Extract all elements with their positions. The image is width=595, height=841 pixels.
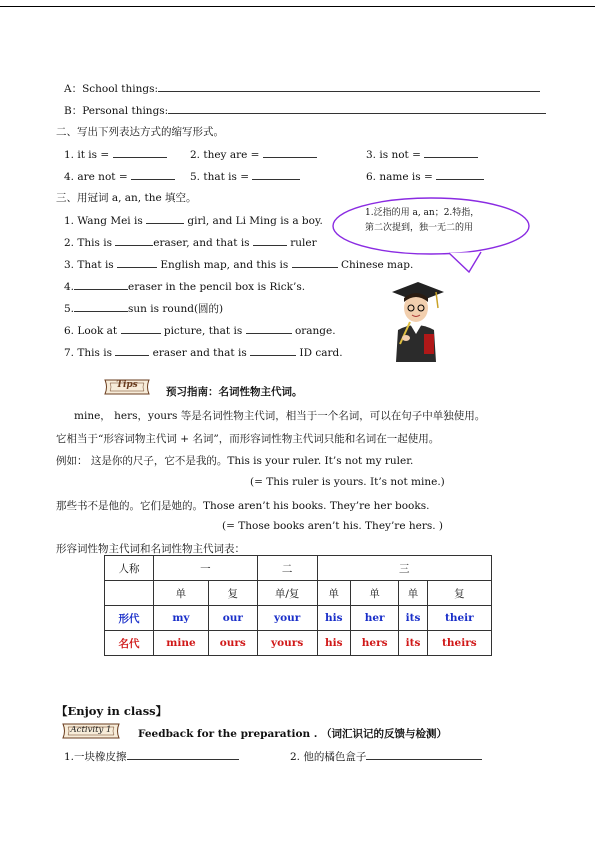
abbrev-q6-blank[interactable] [436, 169, 484, 180]
noun-pronoun-cell: its [399, 631, 427, 656]
sub-header: 单 [154, 581, 209, 606]
abbrev-q6: 6. name is = [366, 169, 484, 183]
abbrev-q2: 2. they are = [190, 147, 317, 161]
tips-paragraph-2: 它相当于“形容词物主代词 + 名词”，而形容词性物主代词只能和名词在一起使用。 [56, 433, 440, 445]
abbrev-q4: 4. are not = [64, 169, 175, 183]
noun-pronoun-cell: mine [154, 631, 209, 656]
table-row [105, 631, 492, 656]
hint-speech-bubble [331, 194, 563, 274]
activity-title: Feedback for the preparation . （词汇识记的反馈与检测） [138, 728, 448, 740]
abbrev-q3: 3. is not = [366, 147, 478, 161]
graduate-icon [386, 278, 446, 362]
adj-pronoun-cell: your [257, 606, 317, 631]
noun-pronoun-cell: his [317, 631, 350, 656]
header-third-person: 三 [317, 556, 491, 581]
translate-item-1: 1.一块橡皮擦 [64, 749, 239, 764]
noun-pronoun-cell: hers [351, 631, 399, 656]
article-s7: 7. This is eraser and that is ID card. [64, 347, 343, 359]
tips-title: 预习指南：名词性物主代词。 [166, 386, 303, 398]
article-s2-blank2[interactable] [253, 235, 287, 246]
adj-pronoun-cell: its [399, 606, 427, 631]
sub-header: 复 [427, 581, 491, 606]
personal-things-blank[interactable] [168, 103, 546, 114]
noun-pronoun-cell: theirs [427, 631, 491, 656]
header-person: 人称 [105, 556, 154, 581]
adj-pronoun-cell: our [208, 606, 257, 631]
translate-item-2-blank[interactable] [366, 749, 482, 760]
blank-cell [105, 581, 154, 606]
article-s4: 4. eraser in the pencil box is Rick’s. [64, 281, 306, 293]
adj-pronoun-cell: his [317, 606, 350, 631]
school-things-line: A：School things: [64, 81, 540, 96]
adj-pronoun-cell: their [427, 606, 491, 631]
adj-pronoun-cell: my [154, 606, 209, 631]
table-row [105, 606, 492, 631]
graduate-student-image [386, 278, 446, 362]
abbrev-q3-blank[interactable] [424, 147, 478, 158]
article-s4-blank[interactable] [74, 279, 128, 290]
article-s1: 1. Wang Mei is girl, and Li Ming is a boy. [64, 215, 323, 227]
translate-item-2: 2. 他的橘色盒子 [290, 749, 482, 764]
tips-example-1: 例如： 这是你的尺子，它不是我的。This is your ruler. It’s not my ruler. [56, 455, 414, 467]
article-s5-blank[interactable] [74, 301, 128, 312]
activity-badge [60, 722, 122, 740]
article-s1-blank[interactable] [146, 213, 184, 224]
tips-badge-label: Tips [116, 380, 138, 390]
article-s3-blank1[interactable] [117, 257, 157, 268]
enjoy-heading: 【Enjoy in class】 [56, 704, 168, 718]
header-second-person: 二 [257, 556, 317, 581]
table-row [105, 581, 492, 606]
abbrev-q4-blank[interactable] [131, 169, 175, 180]
table-caption: 形容词性物主代词和名词性物主代词表： [56, 543, 245, 555]
tips-paragraph-1: mine， hers，yours 等是名词性物主代词，相当于一个名词，可以在句子中单独使用。 [74, 410, 486, 422]
section-3-heading: 三、用冠词 a, an, the 填空。 [56, 192, 197, 204]
tips-example-2-equiv: (= Those books aren’t his. They’re hers. ) [222, 520, 444, 532]
article-s6: 6. Look at picture, that is orange. [64, 325, 336, 337]
sub-header: 复 [208, 581, 257, 606]
hint-text: 1.泛指的用 a, an；2.特指， 第二次提到，独一无二的用 [365, 208, 480, 233]
row-label-noun: 名代 [105, 631, 154, 656]
top-rule [0, 6, 595, 7]
header-first-person: 一 [154, 556, 258, 581]
abbrev-q1: 1. it is = [64, 147, 167, 161]
abbrev-q2-blank[interactable] [263, 147, 317, 158]
abbrev-q5: 5. that is = [190, 169, 300, 183]
noun-pronoun-cell: yours [257, 631, 317, 656]
school-things-blank[interactable] [158, 81, 540, 92]
sub-header: 单 [351, 581, 399, 606]
adj-pronoun-cell: her [351, 606, 399, 631]
noun-pronoun-cell: ours [208, 631, 257, 656]
abbrev-q5-blank[interactable] [252, 169, 300, 180]
abbrev-q1-blank[interactable] [113, 147, 167, 158]
sub-header: 单 [399, 581, 427, 606]
article-s7-blank1[interactable] [115, 345, 149, 356]
tips-example-2: 那些书不是他的。它们是她的。Those aren’t his books. They’re her books. [56, 500, 430, 512]
sub-header: 单 [317, 581, 350, 606]
article-s6-blank1[interactable] [121, 323, 161, 334]
article-s2: 2. This is eraser, and that is ruler [64, 237, 317, 249]
row-label-adjective: 形代 [105, 606, 154, 631]
section-2-heading: 二、写出下列表达方式的缩写形式。 [56, 126, 224, 138]
tips-badge [102, 378, 152, 396]
article-s2-blank1[interactable] [115, 235, 153, 246]
article-s5: 5. sun is round(圆的) [64, 303, 224, 315]
possessive-pronoun-table [104, 555, 492, 656]
personal-things-line: B：Personal things: [64, 103, 546, 118]
article-s3: 3. That is English map, and this is Chinese map. [64, 259, 414, 271]
article-s7-blank2[interactable] [250, 345, 296, 356]
activity-badge-label: Activity 1 [70, 725, 112, 735]
sub-header: 单/复 [257, 581, 317, 606]
table-row [105, 556, 492, 581]
article-s6-blank2[interactable] [246, 323, 292, 334]
tips-example-1-equiv: (= This ruler is yours. It’s not mine.) [250, 476, 445, 488]
translate-item-1-blank[interactable] [127, 749, 239, 760]
